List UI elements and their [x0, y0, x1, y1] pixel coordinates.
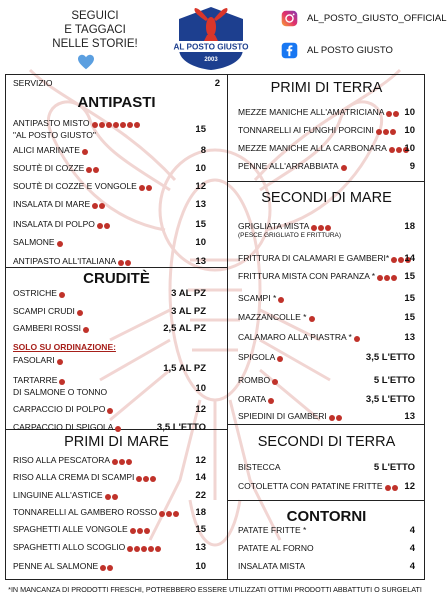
allergen-icons: [56, 238, 63, 248]
column-divider: [227, 74, 228, 580]
allergen-icons: [158, 508, 179, 518]
allergen-icons: [82, 324, 89, 334]
allergen-icons: [384, 482, 398, 492]
menu-item-price: 3 AL PZ: [171, 288, 206, 299]
menu-item-price: 15: [195, 219, 206, 230]
allergen-icon: [113, 122, 119, 128]
menu-item-price: 5 L'ETTO: [373, 375, 415, 386]
allergen-icons: [106, 405, 113, 415]
allergen-icon: [86, 167, 92, 173]
menu-item-price: 10: [404, 107, 415, 118]
allergen-icon: [318, 225, 324, 231]
menu-item: [238, 561, 415, 573]
menu-item: [238, 543, 415, 555]
menu-item: [13, 306, 206, 318]
allergen-icons: [91, 119, 140, 129]
menu-item-name: SOUTÈ DI COZZE: [13, 163, 99, 174]
allergen-icon: [390, 129, 396, 135]
allergen-icon: [119, 459, 125, 465]
menu-item-name: INSALATA DI MARE: [13, 199, 105, 210]
allergen-icon: [137, 528, 143, 534]
menu-item-name: GRIGLIATA MISTA: [238, 221, 331, 232]
menu-item: [13, 490, 206, 502]
facebook-page-name: AL POSTO GIUSTO: [307, 45, 393, 56]
allergen-icon: [112, 459, 118, 465]
allergen-icon: [115, 426, 121, 432]
menu-item-price: 10: [195, 561, 206, 572]
menu-item-name: FASOLARI: [13, 355, 63, 366]
menu-item-price: 13: [195, 256, 206, 267]
menu-item-name: TONNARELLI AL GAMBERO ROSSO: [13, 507, 179, 518]
menu-item-name-line2: DI SALMONE O TONNO: [13, 387, 108, 397]
menu-item-price: 5 L'ETTO: [373, 462, 415, 473]
allergen-icon: [112, 494, 118, 500]
menu-item-name: INSALATA MISTA: [238, 561, 306, 571]
allergen-icon: [393, 111, 399, 117]
section-title-secondi-di-terra: SECONDI DI TERRA: [257, 434, 396, 450]
allergen-icons: [58, 376, 65, 386]
menu-item: [238, 525, 415, 537]
menu-item-name: ORATA: [238, 394, 274, 405]
allergen-icon: [398, 257, 404, 263]
menu-item-price: 15: [404, 271, 415, 282]
allergen-icon: [118, 260, 124, 266]
menu-item-price: 10: [404, 125, 415, 136]
follow-line: E TAGGACI: [64, 24, 126, 36]
menu-item: [13, 455, 206, 467]
allergen-icon: [99, 203, 105, 209]
allergen-icon: [107, 408, 113, 414]
allergen-icon: [130, 528, 136, 534]
allergen-icons: [58, 289, 65, 299]
allergen-icons: [138, 182, 152, 192]
menu-item: [238, 253, 415, 265]
allergen-icons: [271, 376, 278, 386]
allergen-icon: [100, 565, 106, 571]
menu-item: [238, 352, 415, 364]
menu-item-price: 8: [200, 145, 206, 156]
allergen-icon: [82, 149, 88, 155]
allergen-icons: [375, 126, 396, 136]
allergen-icon: [92, 203, 98, 209]
footer-note: *IN MANCANZA DI PRODOTTI FRESCHI, POTREBBERO ESSERE UTILIZZATI OTTIMI PRODOTTI ABBATTUTI O SURGELATI: [8, 585, 422, 594]
menu-item-name: INSALATA DI POLPO: [13, 219, 110, 230]
allergen-icon: [396, 147, 402, 153]
section-title-secondi-di-mare: SECONDI DI MARE: [261, 190, 392, 206]
allergen-icon: [107, 565, 113, 571]
restaurant-logo: [173, 5, 249, 71]
allergen-icon: [383, 129, 389, 135]
allergen-icon: [385, 485, 391, 491]
follow-line: SEGUICI: [71, 10, 119, 22]
menu-item: [238, 332, 415, 344]
allergen-icons: [126, 543, 161, 553]
allergen-icon: [134, 546, 140, 552]
allergen-icon: [126, 459, 132, 465]
menu-item-price: 3,5 L'ETTO: [365, 394, 415, 405]
allergen-icon: [309, 316, 315, 322]
menu-item-price: 18: [404, 221, 415, 232]
allergen-icon: [354, 336, 360, 342]
allergen-icon: [127, 546, 133, 552]
menu-item-name: ALICI MARINATE: [13, 145, 88, 156]
menu-item: [238, 107, 415, 119]
menu-item-name: SPIEDINI DI GAMBERI: [238, 411, 342, 422]
allergen-icon: [150, 476, 156, 482]
allergen-icon: [134, 122, 140, 128]
menu-item-name: RISO ALLA CREMA DI SCAMPI: [13, 472, 156, 483]
menu-item-price: 15: [404, 312, 415, 323]
allergen-icons: [96, 220, 110, 230]
menu-item-price: 9: [409, 161, 415, 172]
allergen-icon: [389, 147, 395, 153]
menu-item-price: 15: [195, 524, 206, 535]
menu-item: [13, 542, 206, 554]
logo-name: AL POSTO GIUSTO: [173, 42, 249, 52]
menu-item: [238, 125, 415, 137]
menu-item-name: MAZZANCOLLE *: [238, 312, 315, 323]
allergen-icon: [159, 511, 165, 517]
allergen-icons: [104, 491, 118, 501]
allergen-icons: [117, 257, 131, 267]
menu-item: [13, 561, 206, 573]
menu-item-price: 3,5 L'ETTO: [156, 422, 206, 433]
facebook-link[interactable]: [281, 42, 393, 59]
allergen-icon: [325, 225, 331, 231]
menu-item: [238, 375, 415, 387]
allergen-icon: [272, 379, 278, 385]
menu-item: [238, 293, 415, 305]
allergen-icon: [268, 398, 274, 404]
menu-item: [238, 143, 415, 155]
allergen-icon: [141, 546, 147, 552]
allergen-icon: [341, 165, 347, 171]
allergen-icon: [148, 546, 154, 552]
allergen-icon: [166, 511, 172, 517]
allergen-icons: [76, 307, 83, 317]
menu-item-price: 12: [404, 481, 415, 492]
allergen-icon: [92, 122, 98, 128]
allergen-icon: [391, 275, 397, 281]
menu-item: [238, 462, 415, 474]
menu-item-price: 4: [409, 525, 415, 536]
menu-item-name: SPAGHETTI ALLE VONGOLE: [13, 524, 150, 535]
menu-item-name: ANTIPASTO ALL'ITALIANA: [13, 256, 131, 267]
allergen-icons: [277, 294, 284, 304]
menu-item-price: 3 AL PZ: [171, 306, 206, 317]
menu-item: [13, 355, 206, 374]
menu-item-name: SPAGHETTI ALLO SCOGLIO: [13, 542, 161, 553]
menu-item-price: 10: [404, 143, 415, 154]
instagram-link[interactable]: [281, 10, 447, 27]
menu-item-price: 10: [195, 383, 206, 394]
menu-item-name: OSTRICHE: [13, 288, 65, 299]
menu-item-name: TARTARRE: [13, 375, 65, 386]
allergen-icon: [146, 185, 152, 191]
menu-item-name: PENNE AL SALMONE: [13, 561, 113, 572]
menu-item: [238, 161, 415, 173]
menu-item-name: ANTIPASTO MISTO: [13, 118, 140, 129]
menu-item: [13, 181, 206, 193]
allergen-icon: [57, 241, 63, 247]
menu-item-price: 12: [195, 455, 206, 466]
allergen-icons: [376, 272, 397, 282]
service-price: 2: [214, 78, 220, 89]
menu-item-name: FRITTURA DI CALAMARI E GAMBERI*: [238, 253, 411, 264]
menu-item: [13, 163, 206, 175]
allergen-icons: [111, 456, 132, 466]
allergen-icon: [59, 292, 65, 298]
allergen-icons: [85, 164, 99, 174]
allergen-icon: [336, 415, 342, 421]
menu-item-name: SPIGOLA: [238, 352, 283, 363]
menu-item: [13, 199, 206, 211]
menu-item-name: PATATE AL FORNO: [238, 543, 314, 553]
allergen-icon: [143, 476, 149, 482]
menu-item-name: CARPACCIO DI POLPO: [13, 404, 113, 415]
allergen-icons: [114, 423, 121, 433]
menu-item-name: RISO ALLA PESCATORA: [13, 455, 132, 466]
menu-item-price: 1,5 AL PZ: [163, 363, 206, 374]
menu-item-name: TONNARELLI AI FUNGHI PORCINI: [238, 125, 396, 136]
menu-item-name: FRITTURA MISTA CON PARANZA *: [238, 271, 397, 282]
menu-item-name: CARPACCIO DI SPIGOLA: [13, 422, 121, 433]
allergen-icons: [81, 146, 88, 156]
menu-item: [238, 411, 415, 423]
allergen-icon: [311, 225, 317, 231]
menu-item-price: 4: [409, 543, 415, 554]
follow-line: NELLE STORIE!: [52, 38, 138, 50]
menu-item-name: SCAMPI CRUDI: [13, 306, 83, 317]
allergen-icon: [77, 310, 83, 316]
menu-item: [13, 422, 206, 434]
menu-item-price: 12: [195, 181, 206, 192]
allergen-icon: [120, 122, 126, 128]
menu-item-name: PATATE FRITTE *: [238, 525, 307, 535]
allergen-icons: [310, 222, 331, 232]
allergen-icon: [376, 129, 382, 135]
allergen-icon: [155, 546, 161, 552]
menu-item: [13, 507, 206, 519]
allergen-icon: [139, 185, 145, 191]
menu-item: [13, 145, 206, 157]
menu-item-price: 22: [195, 490, 206, 501]
allergen-icon: [59, 379, 65, 385]
allergen-icon: [278, 297, 284, 303]
menu-item: [238, 312, 415, 324]
section-divider: [227, 424, 425, 425]
menu-item: [238, 221, 415, 239]
menu-item-name: SOUTÈ DI COZZE E VONGOLE: [13, 181, 152, 192]
menu-item-price: 2,5 AL PZ: [163, 323, 206, 334]
section-divider: [227, 500, 425, 501]
menu-item: [13, 524, 206, 536]
menu-item: [13, 256, 206, 268]
menu-item-name: BISTECCA: [238, 462, 281, 472]
allergen-icon: [392, 485, 398, 491]
menu-item-name: CALAMARO ALLA PIASTRA *: [238, 332, 360, 343]
allergen-icon: [105, 494, 111, 500]
allergen-icon: [93, 167, 99, 173]
menu-item: [13, 288, 206, 300]
menu-item-price: 14: [404, 253, 415, 264]
allergen-icons: [353, 333, 360, 343]
allergen-icon: [377, 275, 383, 281]
menu-item-name: ROMBO: [238, 375, 278, 386]
menu-item-name: SCAMPI *: [238, 293, 284, 304]
allergen-icon: [99, 122, 105, 128]
heart-icon: [77, 54, 95, 70]
section-divider: [227, 181, 425, 182]
menu-item: [13, 118, 206, 140]
menu-item-name-line2: "AL POSTO GIUSTO": [13, 130, 96, 140]
allergen-icon: [136, 476, 142, 482]
menu-item: [238, 481, 415, 493]
allergen-icons: [135, 473, 156, 483]
allergen-icon: [83, 327, 89, 333]
facebook-icon: [281, 42, 298, 59]
menu-item: [13, 219, 206, 231]
menu-item-name: GAMBERI ROSSI: [13, 323, 89, 334]
allergen-icon: [391, 257, 397, 263]
instagram-icon: [281, 10, 298, 27]
section-title-antipasti: ANTIPASTI: [77, 94, 156, 111]
allergen-icons: [328, 412, 342, 422]
allergen-icon: [104, 223, 110, 229]
allergen-icons: [276, 353, 283, 363]
menu-item-price: 15: [195, 124, 206, 135]
menu-item-name: LINGUINE ALL'ASTICE: [13, 490, 118, 501]
menu-item-price: 12: [195, 404, 206, 415]
menu-item: [238, 271, 415, 283]
menu-item-name: COTOLETTA CON PATATINE FRITTE: [238, 481, 398, 492]
menu-item: [13, 472, 206, 484]
menu-item: [238, 394, 415, 406]
allergen-icon: [125, 260, 131, 266]
menu-item-price: 3,5 L'ETTO: [365, 352, 415, 363]
menu-item: [13, 342, 206, 354]
menu-item-price: 15: [404, 293, 415, 304]
allergen-icons: [267, 395, 274, 405]
menu-item-price: 18: [195, 507, 206, 518]
menu-item-price: 4: [409, 561, 415, 572]
menu-item-price: 13: [195, 542, 206, 553]
allergen-icon: [57, 359, 63, 365]
logo-year: 2003: [204, 57, 218, 63]
allergen-icon: [384, 275, 390, 281]
menu-item-description: (PESCE GRIGLIATO E FRITTURA): [238, 232, 342, 239]
allergen-icons: [385, 108, 399, 118]
menu-item-name: MEZZE MANICHE ALLA CARBONARA: [238, 143, 409, 154]
menu-item: [13, 323, 206, 335]
menu-item-price: 13: [195, 199, 206, 210]
allergen-icons: [340, 162, 347, 172]
menu-item-name: PENNE ALL'ARRABBIATA: [238, 161, 347, 172]
menu-item-price: 14: [195, 472, 206, 483]
allergen-icon: [144, 528, 150, 534]
allergen-icon: [386, 111, 392, 117]
menu-item-price: 10: [195, 237, 206, 248]
allergen-icons: [56, 356, 63, 366]
allergen-icon: [106, 122, 112, 128]
service-label: SERVIZIO: [13, 78, 53, 88]
section-title-contorni: CONTORNI: [286, 508, 367, 525]
follow-us-text: [45, 9, 145, 51]
allergen-icons: [91, 200, 105, 210]
allergen-icon: [127, 122, 133, 128]
section-title-primi-di-mare: PRIMI DI MARE: [64, 434, 169, 450]
instagram-handle: AL_POSTO_GIUSTO_OFFICIAL: [307, 13, 447, 24]
allergen-icon: [329, 415, 335, 421]
menu-item: [13, 375, 206, 397]
menu-item-price: 13: [404, 332, 415, 343]
allergen-icon: [173, 511, 179, 517]
menu-item: [13, 404, 206, 416]
menu-item-price: 13: [404, 411, 415, 422]
menu-item-name: SALMONE: [13, 237, 63, 248]
menu-item-name: MEZZE MANICHE ALL'AMATRICIANA: [238, 107, 399, 118]
section-title-crudite: CRUDITÈ: [83, 270, 150, 287]
menu-item-price: 10: [195, 163, 206, 174]
header: [0, 0, 447, 75]
menu-item-name: SOLO SU ORDINAZIONE:: [13, 342, 116, 352]
allergen-icon: [97, 223, 103, 229]
menu-item: [13, 237, 206, 249]
allergen-icon: [277, 356, 283, 362]
allergen-icons: [99, 562, 113, 572]
section-title-primi-di-terra: PRIMI DI TERRA: [270, 80, 383, 96]
allergen-icons: [129, 525, 150, 535]
allergen-icons: [308, 313, 315, 323]
